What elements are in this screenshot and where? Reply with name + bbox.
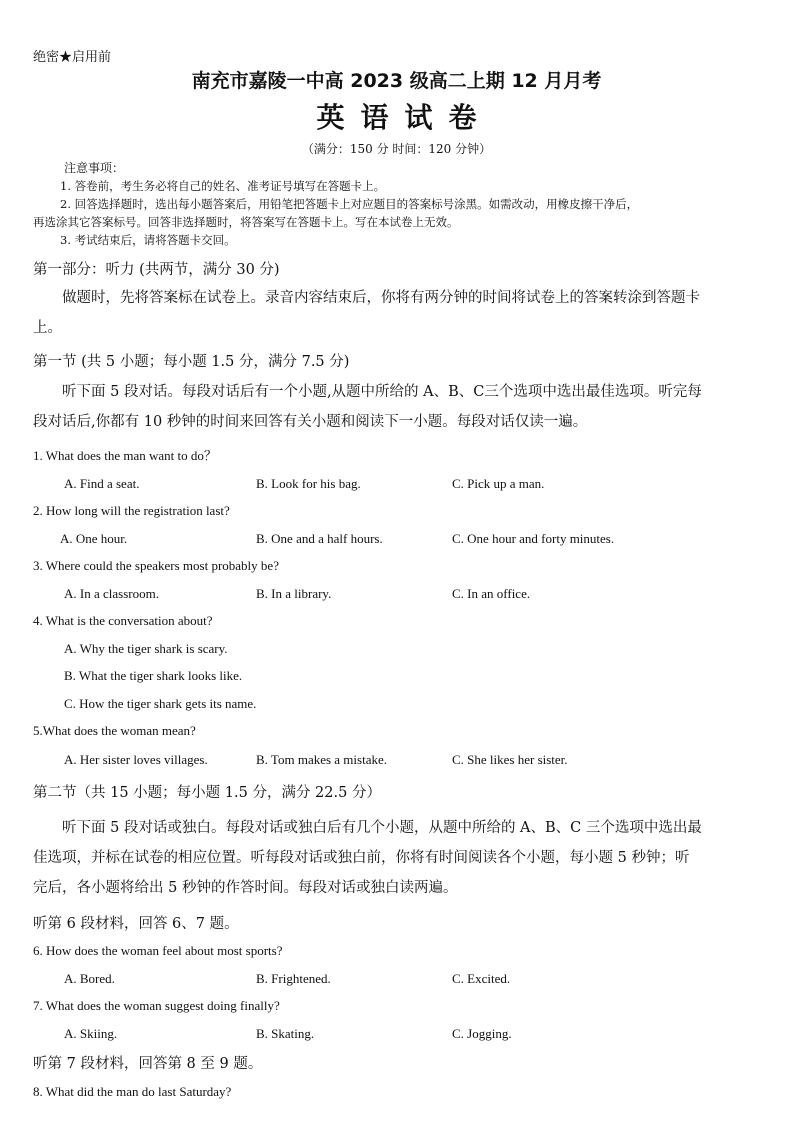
note-item: 1. 答卷前，考生务必将自己的姓名、准考证号填写在答题卡上。 — [60, 179, 386, 193]
question-stem: 3. Where could the speakers most probably be? — [33, 558, 279, 573]
question-stem: 8. What did the man do last Saturday? — [33, 1084, 232, 1099]
instruction-line: 段对话后,你都有 10 秒钟的时间来回答有关小题和阅读下一小题。每段对话仅读一遍。 — [33, 414, 588, 430]
option-b: B. Frightened. — [256, 971, 331, 986]
note-item: 再选涂其它答案标号。回答非选择题时，将答案写在答题卡上。写在本试卷上无效。 — [33, 215, 459, 229]
material-heading: 听第 6 段材料，回答 6、7 题。 — [33, 916, 239, 932]
option-b: B. Skating. — [256, 1026, 315, 1041]
option-a: A. In a classroom. — [64, 586, 159, 601]
exam-meta: （满分：150 分 时间：120 分钟） — [301, 142, 492, 156]
section2-heading: 第二节（共 15 小题；每小题 1.5 分，满分 22.5 分） — [33, 785, 381, 801]
note-item: 2. 回答选择题时，选出每小题答案后，用铅笔把答题卡上对应题目的答案标号涂黑。如需改动，用橡皮擦干净后， — [60, 197, 639, 211]
section2-instruction — [33, 813, 773, 903]
part1-instruction — [33, 283, 773, 343]
option-b: B. Look for his bag. — [256, 476, 361, 491]
instruction-line: 听下面 5 段对话或独白。每段对话或独白后有几个小题，从题中所给的 A、B、C 三个选项中选出最 — [62, 820, 702, 836]
option-c: C. In an office. — [452, 586, 531, 601]
exam-title: 南充市嘉陵一中高 2023 级高二上期 12 月月考 — [191, 70, 602, 92]
option-a: A. Skiing. — [64, 1026, 118, 1041]
option-c: C. Excited. — [452, 971, 511, 986]
instruction-line: 佳选项，并标在试卷的相应位置。听每段对话或独白前，你将有时间阅读各个小题，每小题 5 秒钟；听 — [33, 850, 690, 866]
option-a: A. Find a seat. — [64, 476, 140, 491]
material-heading: 听第 7 段材料，回答第 8 至 9 题。 — [33, 1056, 263, 1072]
question-stem: 4. What is the conversation about? — [33, 613, 213, 628]
option-c: C. How the tiger shark gets its name. — [64, 696, 257, 711]
question-stem: 5.What does the woman mean? — [33, 723, 196, 738]
option-a: A. Why the tiger shark is scary. — [64, 641, 228, 656]
instruction-line: 做题时，先将答案标在试卷上。录音内容结束后，你将有两分钟的时间将试卷上的答案转涂到答题卡 — [62, 290, 700, 306]
question-stem: 7. What does the woman suggest doing finally? — [33, 998, 280, 1013]
section1-heading: 第一节 (共 5 小题；每小题 1.5 分，满分 7.5 分) — [33, 354, 350, 370]
option-a: A. Bored. — [64, 971, 115, 986]
option-c: C. One hour and forty minutes. — [452, 531, 615, 546]
exam-subject: 英语试卷 — [316, 101, 493, 134]
option-c: C. Jogging. — [452, 1026, 512, 1041]
section1-instruction — [33, 377, 773, 437]
option-b: B. Tom makes a mistake. — [256, 752, 387, 767]
instruction-line: 上。 — [33, 320, 62, 336]
confidential-mark: 绝密★启用前 — [33, 50, 112, 65]
instruction-line: 完后，各小题将给出 5 秒钟的作答时间。每段对话或独白读两遍。 — [33, 880, 458, 896]
option-c: C. She likes her sister. — [452, 752, 568, 767]
part1-heading: 第一部分：听力 (共两节，满分 30 分) — [33, 262, 280, 278]
option-b: B. What the tiger shark looks like. — [64, 668, 243, 683]
instruction-line: 听下面 5 段对话。每段对话后有一个小题,从题中所给的 A、B、C三个选项中选出最佳选项。听完每 — [62, 384, 702, 400]
option-a: A. One hour. — [60, 531, 128, 546]
question-stem: 6. How does the woman feel about most sports? — [33, 943, 283, 958]
note-item: 3. 考试结束后，请将答题卡交回。 — [60, 233, 236, 247]
option-c: C. Pick up a man. — [452, 476, 545, 491]
option-a: A. Her sister loves villages. — [64, 752, 208, 767]
option-b: B. In a library. — [256, 586, 332, 601]
question-stem: 1. What does the man want to do？ — [33, 448, 217, 463]
question-stem: 2. How long will the registration last? — [33, 503, 230, 518]
notes-title: 注意事项： — [64, 161, 125, 175]
option-b: B. One and a half hours. — [256, 531, 383, 546]
